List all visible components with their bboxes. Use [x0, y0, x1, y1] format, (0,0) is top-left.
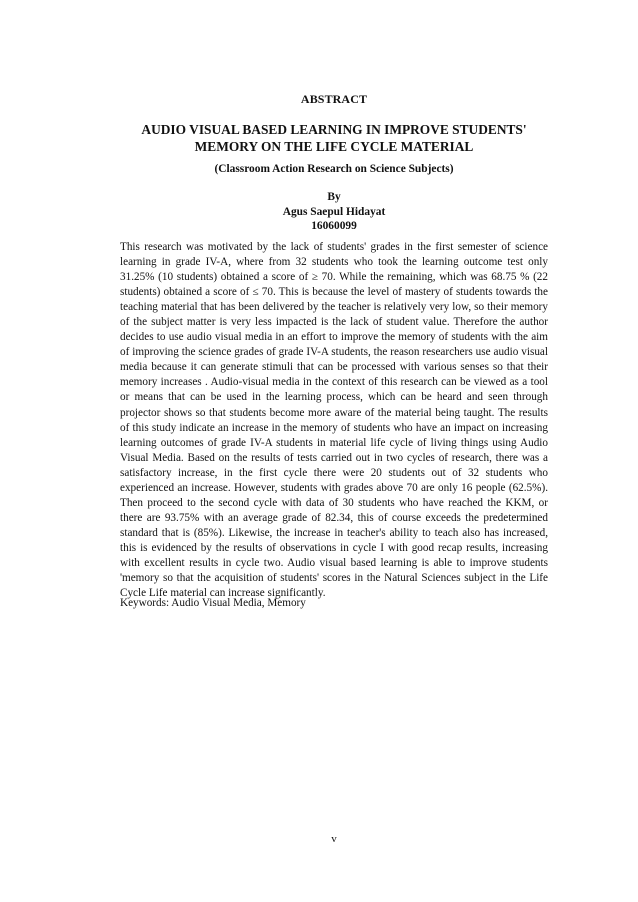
document-subtitle: (Classroom Action Research on Science Subjects)	[214, 163, 454, 175]
page-number: v	[331, 833, 337, 845]
byline-by: By	[327, 191, 341, 203]
keywords-line: Keywords: Audio Visual Media, Memory	[120, 597, 306, 609]
byline	[120, 190, 548, 234]
title-line-2: MEMORY ON THE LIFE CYCLE MATERIAL	[194, 139, 474, 154]
document-title	[120, 121, 548, 155]
abstract-heading: ABSTRACT	[300, 92, 368, 106]
student-id: 16060099	[311, 220, 357, 232]
title-line-1: AUDIO VISUAL BASED LEARNING IN IMPROVE STUDENTS'	[141, 122, 527, 137]
author-name: Agus Saepul Hidayat	[282, 205, 386, 218]
abstract-paragraph: This research was motivated by the lack of students' grades in the first semester of science learning in grade IV-A, where from 32 students who took the learning outcome test only 31.25% (10 students) obtained a score of ≥ 70. While the remaining, which was 68.75 % (22 students) obtained a score of ≤ 70. This is because the level of mastery of students towards the teaching material that has been delivered by the teacher is relatively very low, so their memory of the subject matter is very less impacted is the lack of student value. Therefore the author decides to use audio visual media in an effort to improve the memory of students with the aim of improving the science grades of grade IV-A students, the reason researchers use audio visual media because it can generate stimuli that can be processed with various senses so that their memory increases . Audio-visual media in the context of this research can be viewed as a tool or means that can be used in the learning process, which can be heard and seen through projector shows so that students become more aware of the material being taught. The results of this study indicate an increase in the memory of students who have an impact on increasing learning outcomes of grade IV-A students in material life cycle of living things using Audio Visual Media. Based on the results of tests carried out in two cycles of research, there was a satisfactory increase, in the first cycle there were 20 students out of 32 students who experienced an increase. However, students with grades above 70 are only 16 people (62.5%). Then proceed to the second cycle with data of 30 students who have reached the KKM, or there are 93.75% with an average grade of 82.34, this of course exceeds the predetermined standard that is (85%). Likewise, the increase in teacher's ability to teach also has increased, this is evidenced by the results of observations in cycle I with good recap results, increasing with excellent results in cycle two. Audio visual based learning is able to improve students 'memory so that the acquisition of students' scores in the Natural Sciences subject in the Life Cycle Life material can increase significantly.	[120, 241, 548, 600]
